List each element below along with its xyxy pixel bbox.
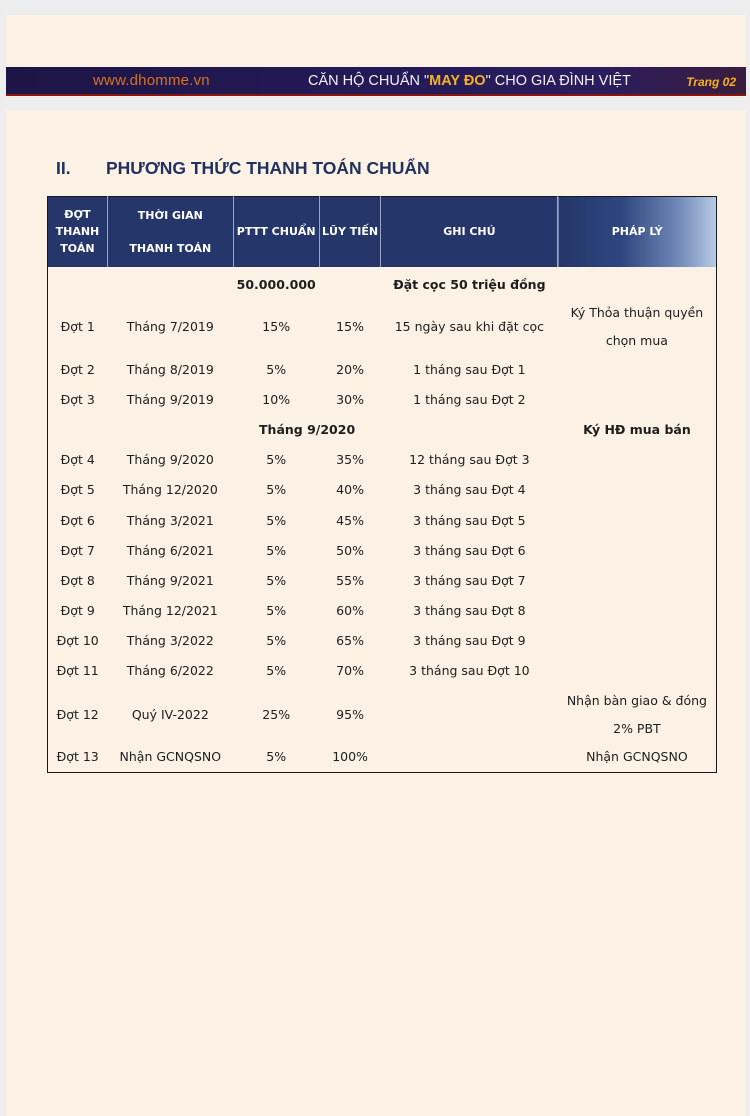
legal-cell <box>558 656 717 686</box>
dot-cell: Đợt 6 <box>60 512 95 528</box>
luy-cell: 40% <box>336 482 364 498</box>
header-time <box>107 197 233 267</box>
note-cell: 12 tháng sau Đợt 3 <box>409 452 530 468</box>
table-header-row <box>48 197 717 267</box>
luy-cell: 30% <box>336 391 364 407</box>
legal-cell: Nhận GCNQSNO <box>586 749 688 765</box>
dot-cell: Đợt 13 <box>56 749 99 765</box>
table-row <box>48 743 717 773</box>
dot-cell <box>48 267 108 299</box>
dot-cell: Đợt 8 <box>60 572 95 588</box>
luy-cell: 45% <box>336 512 364 528</box>
note-cell: 1 tháng sau Đợt 1 <box>413 361 526 377</box>
legal-cell <box>558 505 717 535</box>
table-row <box>48 475 717 505</box>
header-phap-ly: PHÁP LÝ <box>558 197 717 267</box>
pttt-cell: 10% <box>262 391 291 407</box>
time-cell: Tháng 9/2021 <box>126 572 214 588</box>
time-cell: Tháng 3/2021 <box>126 512 214 528</box>
luy-cell: 55% <box>336 572 364 588</box>
pttt-cell: 25% <box>262 706 291 722</box>
legal-cell <box>558 355 717 385</box>
deposit-row <box>48 267 717 299</box>
legal-cell <box>558 566 717 596</box>
pttt-cell: 5% <box>266 452 287 468</box>
pttt-cell: 5% <box>266 572 287 588</box>
deposit-amount: 50.000.000 <box>236 276 316 292</box>
note-cell: 3 tháng sau Đợt 10 <box>409 663 530 679</box>
payment-schedule-table <box>47 196 717 773</box>
luy-cell: 100% <box>332 749 368 765</box>
dot-cell <box>48 415 108 445</box>
header-ghi-chu: GHI CHÚ <box>381 197 558 267</box>
table-row <box>48 626 717 656</box>
header-text: THỜI GIAN <box>137 208 203 222</box>
section-number: II. <box>56 158 71 178</box>
time-cell: Tháng 9/2020 <box>126 452 214 468</box>
pttt-cell: 15% <box>262 318 291 334</box>
luy-cell <box>319 267 381 299</box>
legal-cell: Ký Thỏa thuận quyền chọn mua <box>570 304 704 348</box>
legal-cell <box>558 596 717 626</box>
header-dot <box>48 197 108 267</box>
tagline-part: " CHO GIA ĐÌNH VIỆT <box>485 73 631 89</box>
dot-cell: Đợt 12 <box>56 706 99 722</box>
note-cell: 3 tháng sau Đợt 7 <box>413 572 526 588</box>
note-cell: 3 tháng sau Đợt 6 <box>413 542 526 558</box>
note-cell: 3 tháng sau Đợt 4 <box>413 482 526 498</box>
note-cell: 1 tháng sau Đợt 2 <box>413 391 526 407</box>
table-row <box>48 566 717 596</box>
header-text: THANH <box>55 225 100 239</box>
section-title: PHƯƠNG THỨC THANH TOÁN CHUẨN <box>106 158 430 178</box>
time-cell: Tháng 9/2019 <box>126 391 214 407</box>
legal-cell <box>558 445 717 475</box>
table-row <box>48 656 717 686</box>
note-cell <box>381 743 558 773</box>
header-text: THANH TOÁN <box>129 241 212 255</box>
milestone-legal: Ký HĐ mua bán <box>583 421 691 437</box>
dot-cell: Đợt 3 <box>60 391 95 407</box>
pttt-cell: 5% <box>266 542 287 558</box>
dot-cell: Đợt 4 <box>60 452 95 468</box>
pttt-cell: 5% <box>266 749 287 765</box>
legal-cell <box>558 385 717 415</box>
dot-cell: Đợt 11 <box>56 663 99 679</box>
time-cell: Tháng 7/2019 <box>126 318 214 334</box>
legal-cell: Nhận bàn giao & đóng 2% PBT <box>566 692 707 736</box>
time-cell: Tháng 3/2022 <box>126 633 214 649</box>
pttt-cell: 5% <box>266 633 287 649</box>
table-row <box>48 687 717 743</box>
luy-cell: 65% <box>336 633 364 649</box>
milestone-time: Tháng 9/2020 <box>259 421 356 437</box>
table-row <box>48 355 717 385</box>
pttt-cell: 5% <box>266 512 287 528</box>
time-cell: Tháng 6/2021 <box>126 542 214 558</box>
document-page <box>6 110 746 1116</box>
page-number: Trang 02 <box>686 75 736 89</box>
deposit-note: Đặt cọc 50 triệu đồng <box>393 276 546 292</box>
time-cell <box>107 267 233 299</box>
section-heading <box>56 158 430 179</box>
time-cell: Tháng 8/2019 <box>126 361 214 377</box>
luy-cell: 70% <box>336 663 364 679</box>
pttt-cell: 5% <box>266 482 287 498</box>
legal-cell <box>558 475 717 505</box>
dot-cell: Đợt 2 <box>60 361 95 377</box>
luy-cell: 20% <box>336 361 364 377</box>
luy-cell: 60% <box>336 603 364 619</box>
legal-cell <box>558 536 717 566</box>
table-row <box>48 536 717 566</box>
pttt-cell: 5% <box>266 361 287 377</box>
note-cell <box>381 687 558 743</box>
milestone-row <box>48 415 717 445</box>
luy-cell: 50% <box>336 542 364 558</box>
pttt-cell: 5% <box>266 603 287 619</box>
banner-tagline <box>308 73 631 89</box>
note-cell: 3 tháng sau Đợt 9 <box>413 633 526 649</box>
tagline-part: CĂN HỘ CHUẨN " <box>308 73 430 89</box>
note-cell: 15 ngày sau khi đặt cọc <box>394 318 545 334</box>
time-cell: Nhận GCNQSNO <box>119 749 222 765</box>
table-row <box>48 596 717 626</box>
note-cell: 3 tháng sau Đợt 5 <box>413 512 526 528</box>
table-body <box>48 267 717 773</box>
pttt-cell: 5% <box>266 663 287 679</box>
legal-cell <box>558 626 717 656</box>
time-cell <box>107 415 233 445</box>
legal-cell <box>558 267 717 299</box>
time-cell: Tháng 6/2022 <box>126 663 214 679</box>
website-url[interactable]: www.dhomme.vn <box>93 72 210 89</box>
header-text: TOÁN <box>60 242 95 256</box>
dot-cell: Đợt 1 <box>60 318 95 334</box>
time-cell: Quý IV-2022 <box>131 706 209 722</box>
table-row <box>48 445 717 475</box>
header-luy-tien: LŨY TIẾN <box>319 197 381 267</box>
table-row <box>48 299 717 355</box>
table-row <box>48 505 717 535</box>
note-cell <box>381 415 558 445</box>
time-cell: Tháng 12/2021 <box>122 603 218 619</box>
page-banner <box>6 67 746 96</box>
tagline-highlight: MAY ĐO <box>429 73 486 89</box>
note-cell: 3 tháng sau Đợt 8 <box>413 603 526 619</box>
dot-cell: Đợt 7 <box>60 542 95 558</box>
previous-page <box>6 15 746 97</box>
time-cell: Tháng 12/2020 <box>122 482 218 498</box>
dot-cell: Đợt 10 <box>56 633 99 649</box>
luy-cell: 15% <box>336 318 364 334</box>
luy-cell: 95% <box>336 706 364 722</box>
header-pttt: PTTT CHUẨN <box>233 197 319 267</box>
dot-cell: Đợt 5 <box>60 482 95 498</box>
dot-cell: Đợt 9 <box>60 603 95 619</box>
table-row <box>48 385 717 415</box>
luy-cell: 35% <box>336 452 364 468</box>
header-text: ĐỢT <box>64 208 91 222</box>
